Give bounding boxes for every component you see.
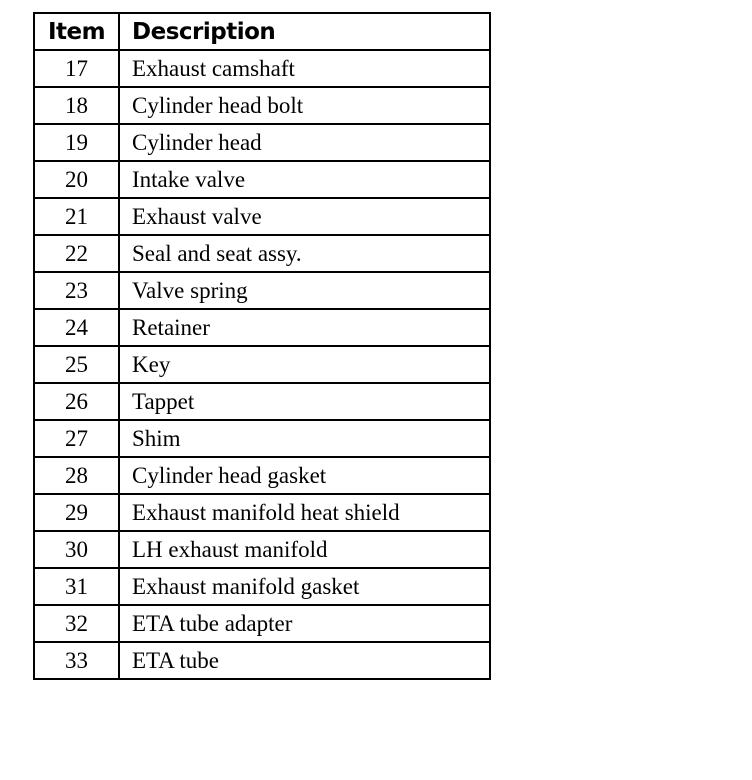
description-cell: ETA tube adapter [119, 605, 490, 642]
table-row [34, 235, 490, 272]
description-cell: Exhaust camshaft [119, 50, 490, 87]
table-row [34, 346, 490, 383]
table-row [34, 383, 490, 420]
item-number-cell: 25 [34, 346, 119, 383]
item-number-cell: 18 [34, 87, 119, 124]
table-row [34, 309, 490, 346]
parts-table [33, 12, 491, 680]
description-cell: Exhaust manifold heat shield [119, 494, 490, 531]
table-row [34, 494, 490, 531]
item-number-cell: 33 [34, 642, 119, 679]
description-cell: Seal and seat assy. [119, 235, 490, 272]
item-column-header: Item [34, 13, 119, 50]
description-cell: Cylinder head [119, 124, 490, 161]
table-row [34, 531, 490, 568]
description-cell: LH exhaust manifold [119, 531, 490, 568]
description-cell: Intake valve [119, 161, 490, 198]
item-number-cell: 30 [34, 531, 119, 568]
table-row [34, 568, 490, 605]
item-number-cell: 19 [34, 124, 119, 161]
description-cell: Shim [119, 420, 490, 457]
table-row [34, 198, 490, 235]
item-number-cell: 23 [34, 272, 119, 309]
description-cell: Retainer [119, 309, 490, 346]
table-body [34, 50, 490, 679]
table-row [34, 457, 490, 494]
table-row [34, 161, 490, 198]
description-cell: Cylinder head bolt [119, 87, 490, 124]
item-number-cell: 28 [34, 457, 119, 494]
item-number-cell: 32 [34, 605, 119, 642]
description-cell: Exhaust valve [119, 198, 490, 235]
description-cell: Valve spring [119, 272, 490, 309]
description-cell: Cylinder head gasket [119, 457, 490, 494]
item-number-cell: 29 [34, 494, 119, 531]
table-row [34, 50, 490, 87]
description-cell: ETA tube [119, 642, 490, 679]
item-number-cell: 24 [34, 309, 119, 346]
item-number-cell: 20 [34, 161, 119, 198]
item-number-cell: 26 [34, 383, 119, 420]
table-row [34, 87, 490, 124]
table-row [34, 642, 490, 679]
table-row [34, 124, 490, 161]
description-column-header: Description [119, 13, 490, 50]
table-row [34, 605, 490, 642]
item-number-cell: 27 [34, 420, 119, 457]
item-number-cell: 17 [34, 50, 119, 87]
description-cell: Tappet [119, 383, 490, 420]
item-number-cell: 22 [34, 235, 119, 272]
description-cell: Key [119, 346, 490, 383]
header-row [34, 13, 490, 50]
item-number-cell: 21 [34, 198, 119, 235]
table-row [34, 420, 490, 457]
description-cell: Exhaust manifold gasket [119, 568, 490, 605]
table-row [34, 272, 490, 309]
item-number-cell: 31 [34, 568, 119, 605]
